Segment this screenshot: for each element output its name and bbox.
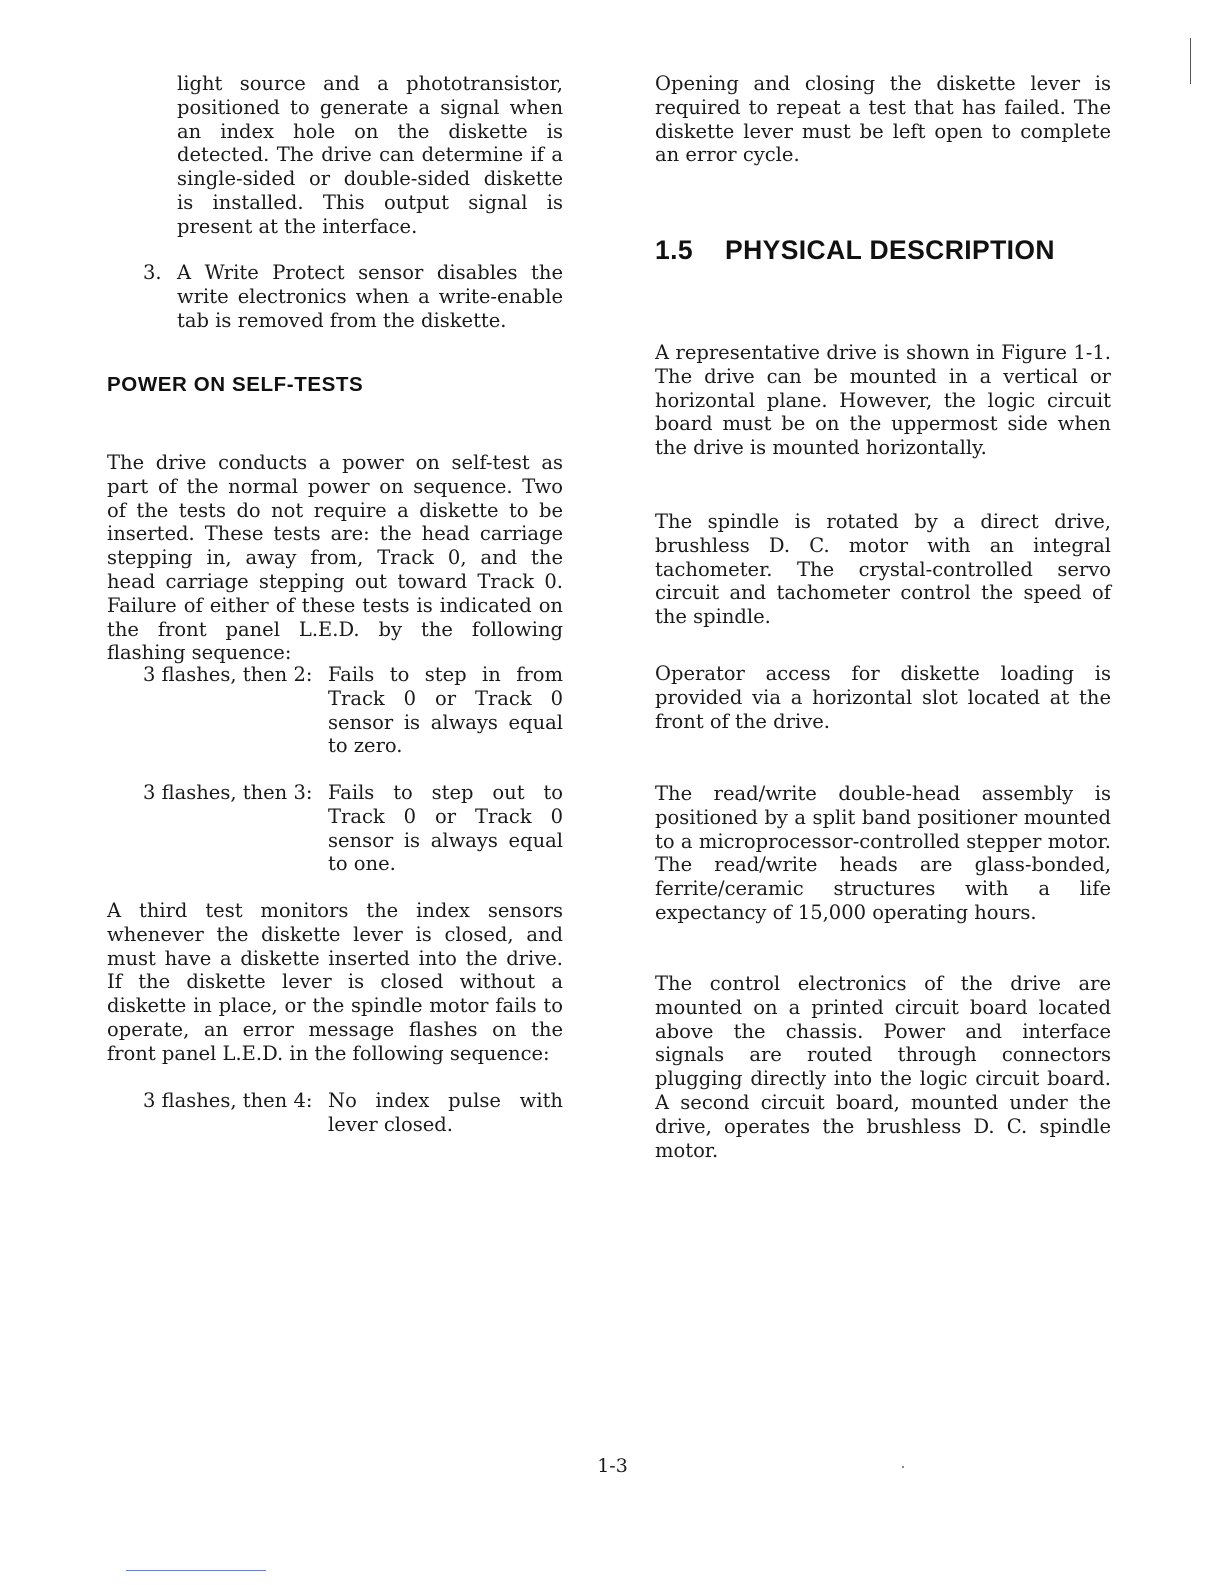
list-item-3-number: 3. (143, 261, 162, 284)
head-assembly-paragraph: The read/write double-head assembly is positioned by a split band positioner mounted to a microprocessor-controlled stepper motor. The read/write heads are glass-bonded, ferrite/ceramic structures with a life expectancy of 15,000 operating hours. (655, 782, 1111, 924)
section-title: PHYSICAL DESCRIPTION (725, 235, 1055, 265)
flash-code-label: 3 flashes, then 3: (143, 781, 313, 804)
list-item-3-text: A Write Protect sensor disables the write electronics when a write-enable tab is removed from the diskette. (177, 261, 563, 332)
page-number: 1-3 (597, 1455, 628, 1477)
flash-code-description: Fails to step in from Track 0 or Track 0 sensor is always equal to zero. (328, 663, 563, 758)
operator-access-paragraph: Operator access for diskette loading is provided via a horizontal slot located at the front of the drive. (655, 662, 1111, 733)
flash-code-description: Fails to step out to Track 0 or Track 0 sensor is always equal to one. (328, 781, 563, 876)
section-heading (655, 235, 1055, 266)
flash-code-description: No index pulse with lever closed. (328, 1089, 563, 1136)
third-test-paragraph: A third test monitors the index sensors whenever the diskette lever is closed, and must have a diskette inserted into the drive. If the diskette lever is closed without a diskette in place, or the spindle motor fails to operate, an error message flashes on the front panel L.E.D. in the following sequence: (107, 899, 563, 1065)
spindle-paragraph: The spindle is rotated by a direct drive, brushless D. C. motor with an integral tachometer. The crystal-controlled servo circuit and tachometer control the speed of the spindle. (655, 510, 1111, 629)
control-electronics-paragraph: The control electronics of the drive are mounted on a printed circuit board located above the chassis. Power and interface signals are routed through connectors plugging directly into the logic circuit board. A second circuit board, mounted under the drive, operates the brushless D. C. spindle motor. (655, 972, 1111, 1162)
section-number: 1.5 (655, 235, 694, 265)
list-item-2-continuation: light source and a phototransistor, positioned to generate a signal when an index hole on the diskette is detected. The drive can determine if a single-sided or double-sided diskette is installed. This output signal is present at the interface. (177, 72, 563, 238)
flash-code-label: 3 flashes, then 4: (143, 1089, 313, 1112)
flash-code-label: 3 flashes, then 2: (143, 663, 313, 686)
opening-paragraph: Opening and closing the diskette lever is required to repeat a test that has failed. The diskette lever must be left open to complete an error cycle. (655, 72, 1111, 167)
footer-underline (126, 1570, 266, 1571)
margin-rule (1190, 38, 1191, 84)
mounting-paragraph: A representative drive is shown in Figure 1-1. The drive can be mounted in a vertical or horizontal plane. However, the logic circuit board must be on the uppermost side when the drive is mounted horizontally. (655, 341, 1111, 460)
power-on-paragraph: The drive conducts a power on self-test as part of the normal power on sequence. Two of the tests do not require a diskette to be inserted. These tests are: the head carriage stepping in, away from, Track 0, and the head carriage stepping out toward Track 0. Failure of either of these tests is indicated on the front panel L.E.D. by the following flashing sequence: (107, 451, 563, 665)
power-on-heading: POWER ON SELF-TESTS (107, 373, 364, 396)
